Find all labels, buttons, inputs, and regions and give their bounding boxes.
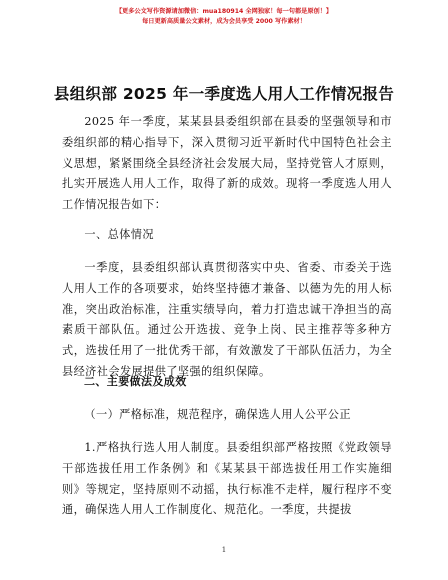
item-1-paragraph: 1.严格执行选人用人制度。县委组织部严格按照《党政领导干部选拔任用工作条例》和《某某县干部选拔任用工作实施细则》等规定，坚持原则不动摇，执行标准不走样，履行程序不变通，确保选人用人工作制度化、规范化。一季度，共提拔 xyxy=(62,441,392,517)
promo-banner-line-2: 每日更新高质量公文素材，成为会员享受 2000 写作素材！ xyxy=(142,18,306,25)
subsection-1-heading: （一）严格标准，规范程序，确保选人用人公平公正 xyxy=(84,408,351,421)
promo-banner-line-1: 【更多公文写作资源请加微信：mua180914 全网独家！每一句都是原创！】 xyxy=(115,8,333,15)
section-1-heading: 一、总体情况 xyxy=(84,228,154,241)
section-1-content xyxy=(62,258,392,383)
subsection-1 xyxy=(62,405,392,426)
promo-banner xyxy=(0,6,448,27)
section-2-heading: 二、主要做法及成效 xyxy=(84,375,187,388)
item-1 xyxy=(62,438,392,521)
section-1 xyxy=(62,225,392,246)
section-2 xyxy=(62,372,392,393)
section-1-paragraph: 一季度，县委组织部认真贯彻落实中央、省委、市委关于选人用人工作的各项要求，始终坚持德才兼备、以德为先的用人标准，突出政治标准，注重实绩导向，着力打造忠诚干净担当的高素质干部队伍。通过公开选拔、竞争上岗、民主推荐等多种方式，选拔任用了一批优秀干部，有效激发了干部队伍活力，为全县经济社会发展提供了坚强的组织保障。 xyxy=(62,261,392,378)
intro-paragraph: 2025 年一季度，某某县县委组织部在县委的坚强领导和市委组织部的精心指导下，深入贯彻习近平新时代中国特色社会主义思想，紧紧围绕全县经济社会发展大局，坚持党管人才原则，扎实开展选人用人工作，取得了新的成效。现将一季度选人用人工作情况报告如下： xyxy=(62,115,392,212)
document-title: 县组织部 2025 年一季度选人用人工作情况报告 xyxy=(53,85,395,103)
document-body xyxy=(62,112,392,216)
page-number: 1 xyxy=(221,546,227,554)
